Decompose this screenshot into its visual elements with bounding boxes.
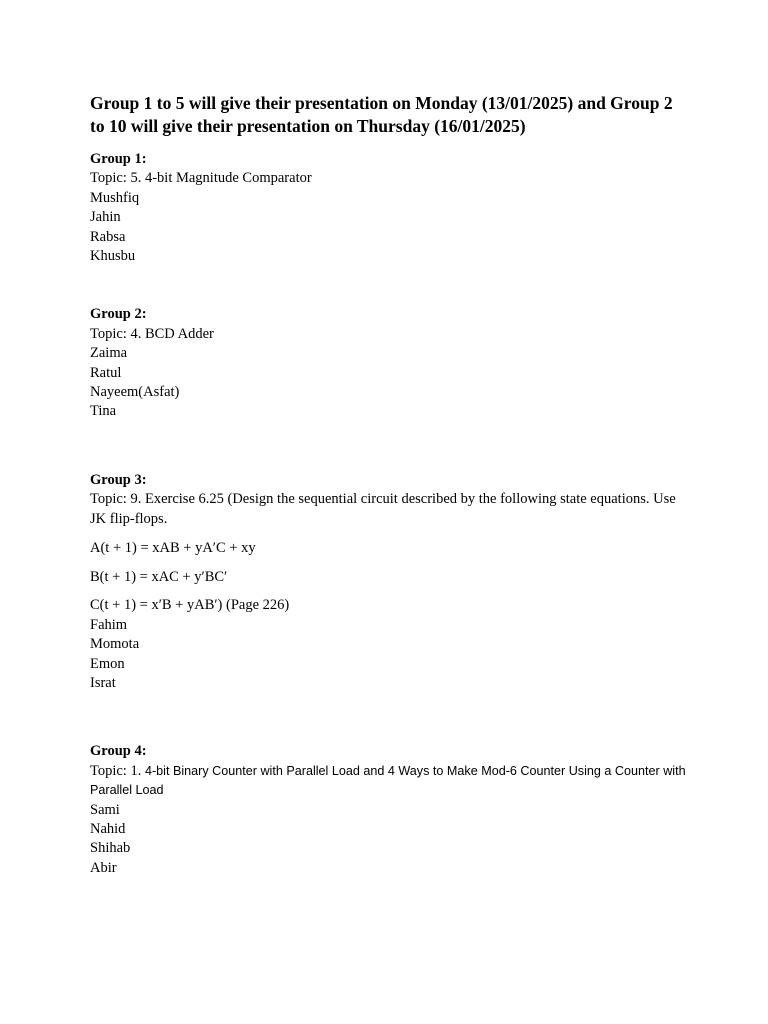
topic-text: 4-bit Binary Counter with Parallel Load and 4 Ways to Make Mod-6 Counter Using a Counter with Parallel Load: [90, 763, 686, 798]
member-name: Emon: [90, 655, 125, 672]
state-equation: B(t + 1) = xAC + y′BC′: [90, 568, 228, 585]
member-name: Ratul: [90, 364, 122, 381]
member-name: Jahin: [90, 209, 121, 226]
member-name: Nahid: [90, 821, 126, 838]
member-name: Fahim: [90, 616, 128, 633]
document-page: [90, 92, 690, 878]
group-3-section: [90, 471, 690, 694]
member-name: Khusbu: [90, 248, 136, 265]
member-name: Zaima: [90, 345, 128, 362]
member-name: Tina: [90, 403, 117, 420]
member-name: Nayeem(Asfat): [90, 384, 180, 401]
document-title: Group 1 to 5 will give their presentation on Monday (13/01/2025) and Group 2 to 10 will give their presentation on Thursday (16/01/2025): [90, 93, 673, 136]
group-topic: Topic: 5. 4-bit Magnitude Comparator: [90, 170, 312, 187]
group-topic: Topic: 9. Exercise 6.25 (Design the sequential circuit described by the following state equations. Use JK flip-flops.: [90, 491, 676, 527]
group-heading: Group 2:: [90, 306, 147, 323]
member-name: Abir: [90, 859, 117, 876]
group-2-section: [90, 305, 690, 421]
group-4-section: [90, 742, 690, 878]
member-name: Mushfiq: [90, 189, 140, 206]
group-heading: Group 3:: [90, 471, 147, 488]
state-equation: C(t + 1) = x′B + yAB′) (Page 226): [90, 597, 290, 614]
member-name: Sami: [90, 801, 120, 818]
group-topic: [90, 762, 690, 801]
member-name: Israt: [90, 675, 116, 692]
group-heading: Group 4:: [90, 743, 147, 760]
member-name: Rabsa: [90, 228, 126, 245]
state-equation: A(t + 1) = xAB + yA′C + xy: [90, 539, 256, 556]
member-name: Shihab: [90, 840, 131, 857]
group-1-section: [90, 150, 690, 266]
member-name: Momota: [90, 636, 140, 653]
group-topic: Topic: 4. BCD Adder: [90, 325, 214, 342]
group-heading: Group 1:: [90, 151, 147, 167]
topic-prefix: Topic: 1.: [90, 762, 145, 779]
